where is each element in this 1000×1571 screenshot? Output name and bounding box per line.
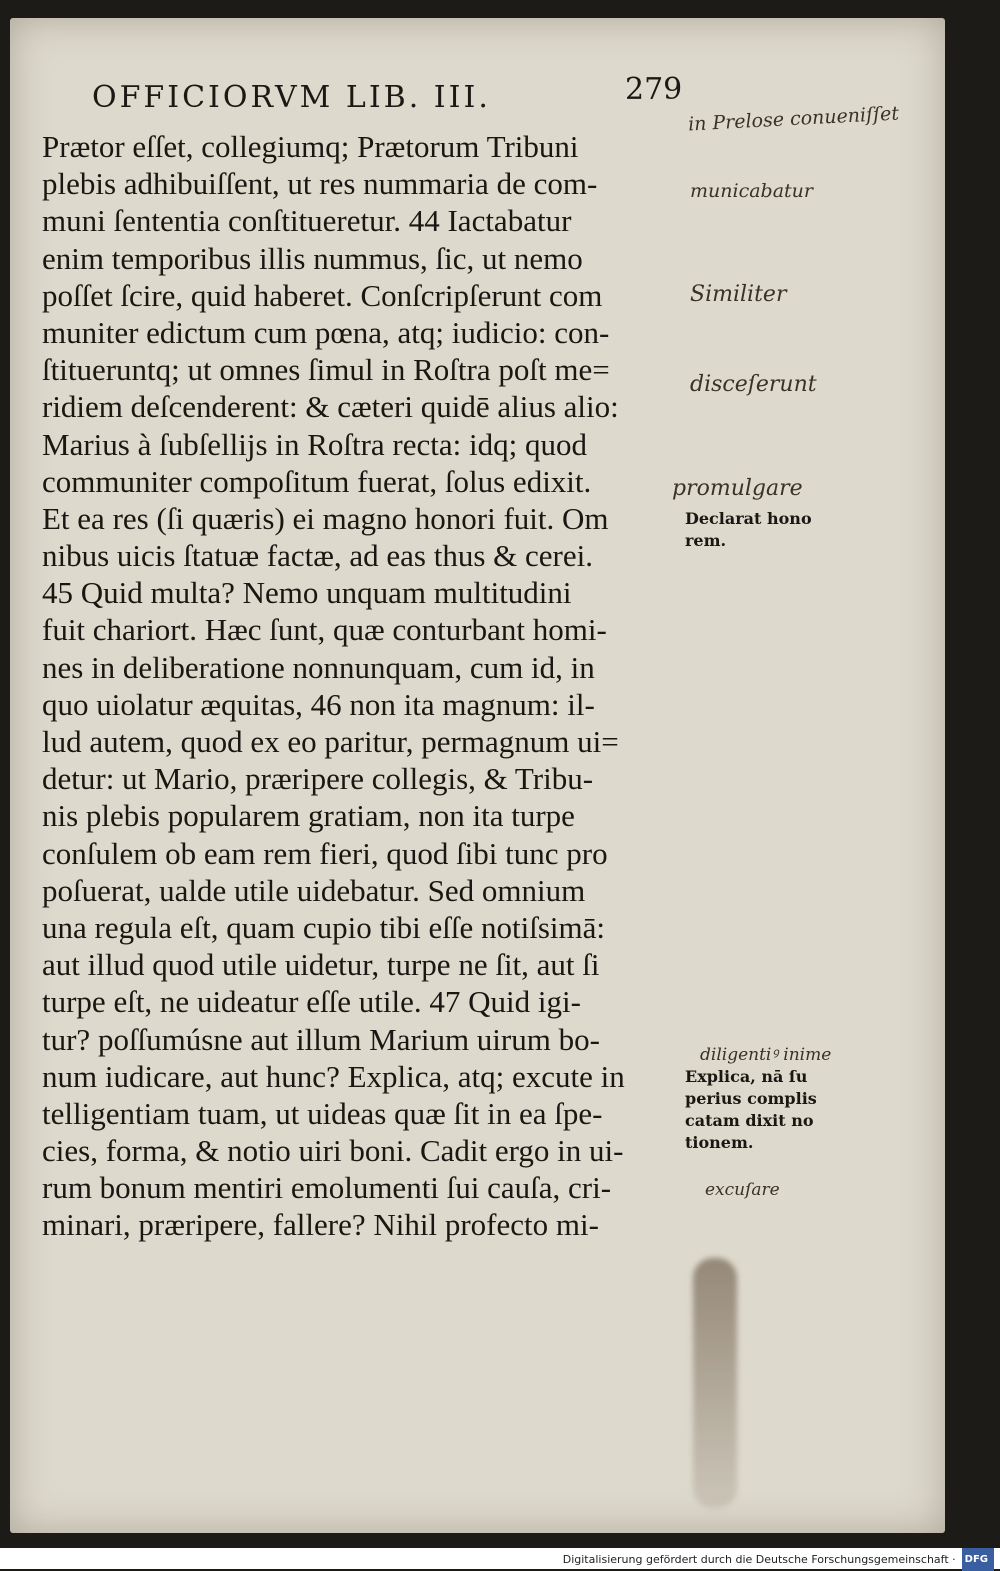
dfg-logo: DFG [962,1548,994,1571]
text-line: 45 Quid multa? Nemo unquam multitudini [42,575,572,611]
running-header: OFFICIORVM LIB. III. [92,80,491,115]
text-line: Et ea res (ſi quæris) ei magno honori fuit. Om [42,500,609,536]
text-line: muni ſententia conſtitueretur. 44 Iactabatur [42,203,572,239]
handwritten-annotation: Similiter [690,282,787,307]
text-line: telligentiam tuam, ut uideas quæ ſit in ea ſpe- [42,1095,603,1131]
text-line: detur: ut Mario, præripere collegis, & Tribu- [42,761,594,797]
text-line: rum bonum mentiri emolumenti ſui cauſa, cri- [42,1170,612,1206]
text-line: enim temporibus illis nummus, ſic, ut nemo [42,240,583,276]
text-line: poſuerat, ualde utile uidebatur. Sed omnium [42,872,586,908]
text-line: nis plebis popularem gratiam, non ita turpe [42,798,575,834]
text-line: muniter edictum cum pœna, atq; iudicio: con- [42,314,610,350]
page-number: 279 [625,72,683,107]
text-line: Marius à ſubſellijs in Roſtra recta: idq; quod [42,426,587,462]
marginal-note-line: Explica, nā ſu [685,1067,808,1086]
text-line: minari, præripere, fallere? Nihil profecto mi- [42,1207,599,1243]
handwritten-annotation: excuſare [705,1180,780,1200]
text-line: una regula eſt, quam cupio tibi eſſe notiſsimā: [42,909,606,945]
text-line: Prætor eſſet, collegiumq; Prætorum Tribuni [42,129,579,164]
text-line: plebis adhibuiſſent, ut res nummaria de com- [42,166,598,202]
body-text [42,128,682,1244]
text-line: conſulem ob eam rem fieri, quod ſibi tunc pro [42,835,608,871]
text-line: tur? poſſumúsne aut illum Marium uirum bo- [42,1021,600,1057]
ink-stain [693,1258,737,1508]
text-line: quo uiolatur æquitas, 46 non ita magnum: il- [42,686,595,722]
text-line: num iudicare, aut hunc? Explica, atq; excute in [42,1058,625,1094]
marginal-note-line: Declarat hono [685,509,812,528]
marginal-note-line: tionem. [685,1133,754,1152]
text-line: nibus uicis ſtatuæ factæ, ad eas thus & cerei. [42,538,593,574]
footer-credit-bar [0,1548,1000,1569]
text-line: cies, forma, & notio uiri boni. Cadit ergo in ui- [42,1133,624,1169]
marginal-note-line: catam dixit no [685,1111,814,1130]
text-line: turpe eſt, ne uideatur eſſe utile. 47 Quid igi- [42,984,581,1020]
handwritten-annotation: in Prelose conueniſſet [687,102,900,136]
printed-marginal-note [685,1066,817,1154]
handwritten-annotation: diligentiꝰ inime [700,1045,832,1065]
text-line: lud autem, quod ex eo paritur, permagnum ui= [42,724,619,759]
handwritten-annotation: promulgare [672,476,803,501]
text-line: ſtitueruntq; ut omnes ſimul in Roſtra poſt me= [42,352,610,388]
text-line: nes in deliberatione nonnunquam, cum id, in [42,649,595,685]
marginal-note-line: rem. [685,531,727,550]
footer-credit: Digitalisierung gefördert durch die Deutsche Forschungsgemeinschaft · [562,1552,956,1566]
printed-marginal-note [685,508,812,552]
text-line: communiter compoſitum fuerat, ſolus edixit. [42,463,592,499]
handwritten-annotation: municabatur [690,180,813,202]
text-line: aut illud quod utile uidetur, turpe ne ſit, aut ſi [42,947,600,983]
text-line: ridiem deſcenderent: & cæteri quidē alius alio: [42,389,619,425]
text-line: poſſet ſcire, quid haberet. Conſcripſerunt com [42,277,603,313]
marginal-note-line: perius complis [685,1089,817,1108]
handwritten-annotation: disceſerunt [690,372,817,397]
text-line: fuit chariort. Hæc ſunt, quæ conturbant homi- [42,612,607,648]
